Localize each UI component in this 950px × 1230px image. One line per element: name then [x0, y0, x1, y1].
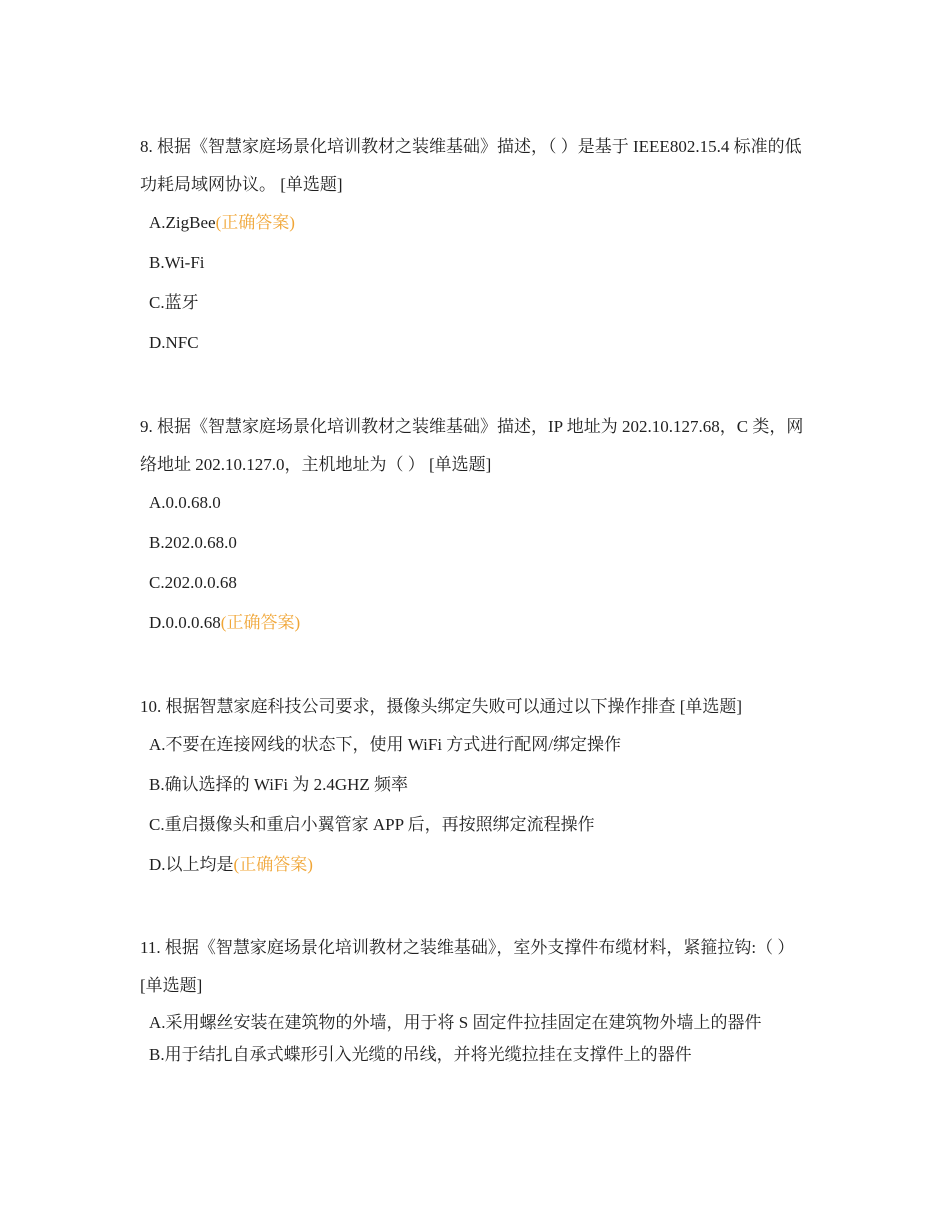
- option-c: [149, 290, 810, 316]
- correct-answer-mark: (正确答案): [220, 613, 301, 632]
- option-text: C.202.0.0.68: [149, 573, 237, 592]
- option-text: B.Wi-Fi: [149, 253, 205, 272]
- correct-answer-mark: (正确答案): [215, 213, 295, 232]
- option-list: [140, 1011, 810, 1067]
- option-text: D.0.0.0.68: [149, 613, 221, 632]
- question-title: 8. 根据《智慧家庭场景化培训教材之装维基础》描述，（ ）是基于 IEEE802.15.4 标准的低功耗局域网协议。 [单选题]: [140, 137, 802, 194]
- option-d: [149, 330, 810, 356]
- correct-answer-mark: (正确答案): [233, 855, 313, 874]
- option-list: [140, 210, 810, 356]
- option-text: C.蓝牙: [149, 293, 199, 312]
- question-title: 10. 根据智慧家庭科技公司要求，摄像头绑定失败可以通过以下操作排查 [单选题]: [140, 697, 743, 716]
- option-d: [149, 852, 810, 878]
- question-11: [140, 929, 810, 1075]
- option-text: A.ZigBee: [149, 213, 216, 232]
- question-9: [140, 408, 810, 650]
- option-c: [149, 570, 810, 596]
- option-b: [149, 250, 810, 276]
- option-text: D.以上均是: [149, 855, 234, 874]
- option-text: D.NFC: [149, 333, 199, 352]
- question-title: 9. 根据《智慧家庭场景化培训教材之装维基础》描述，IP 地址为 202.10.127.68，C 类，网络地址 202.10.127.0，主机地址为（ ） [单选题]: [140, 417, 804, 474]
- option-b: [149, 1043, 810, 1067]
- option-b: [149, 772, 810, 798]
- option-text: B.202.0.68.0: [149, 533, 237, 552]
- question-title: 11. 根据《智慧家庭场景化培训教材之装维基础》，室外支撑件布缆材料，紧箍拉钩:（ ） [单选题]: [140, 938, 795, 995]
- question-8: [140, 128, 810, 370]
- option-a: [149, 1011, 810, 1035]
- option-a: [149, 732, 810, 758]
- option-a: [149, 210, 810, 236]
- option-a: [149, 490, 810, 516]
- option-text: B.用于结扎自承式蝶形引入光缆的吊线，并将光缆拉挂在支撑件上的器件: [149, 1045, 692, 1064]
- option-list: [140, 732, 810, 878]
- option-text: C.重启摄像头和重启小翼管家 APP 后，再按照绑定流程操作: [149, 815, 595, 834]
- question-10: [140, 688, 810, 892]
- option-b: [149, 530, 810, 556]
- option-text: A.0.0.68.0: [149, 493, 221, 512]
- option-c: [149, 812, 810, 838]
- option-text: A.不要在连接网线的状态下，使用 WiFi 方式进行配网/绑定操作: [149, 735, 622, 754]
- option-text: B.确认选择的 WiFi 为 2.4GHZ 频率: [149, 775, 409, 794]
- option-d: [149, 610, 810, 636]
- option-list: [140, 490, 810, 636]
- option-text: A.采用螺丝安装在建筑物的外墙，用于将 S 固定件拉挂固定在建筑物外墙上的器件: [149, 1013, 762, 1032]
